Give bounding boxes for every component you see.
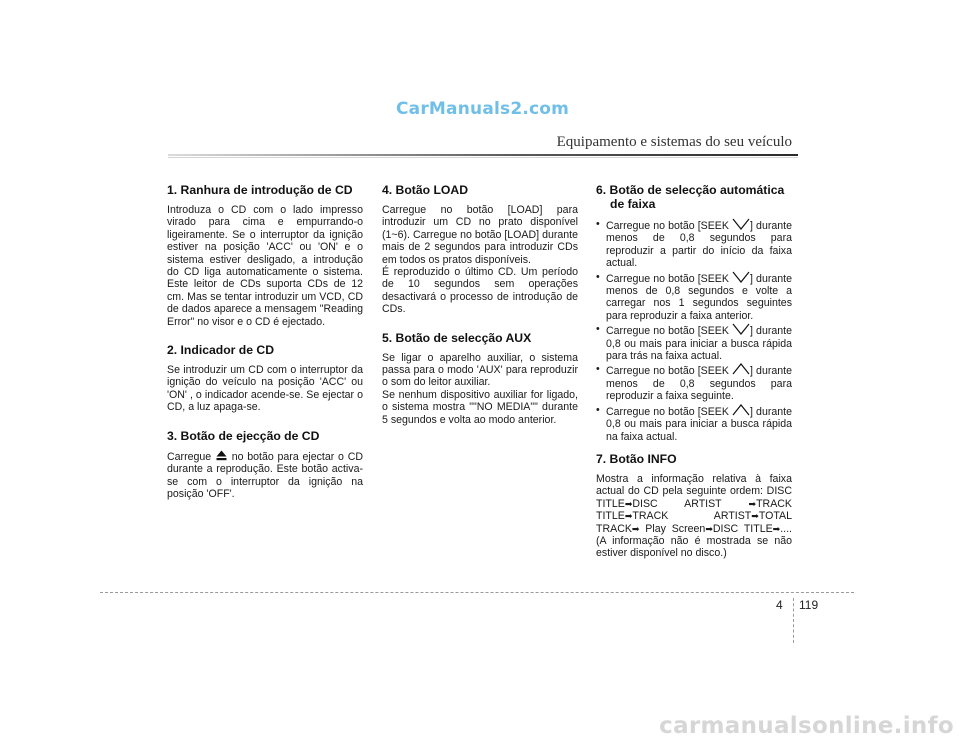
seek-prefix: Carregue no botão [SEEK (606, 272, 729, 285)
seek-down-icon (732, 271, 750, 283)
header-rule-secondary (168, 157, 798, 158)
page-number: 119 (799, 598, 819, 612)
seek-bullet-item (596, 218, 792, 270)
seek-prefix: Carregue no botão [SEEK (606, 220, 729, 232)
info-text-end: ....(A informação não é mostrada se não estiver disponível no disco.) (596, 522, 792, 560)
heading-load-button: 4. Botão LOAD (382, 183, 468, 197)
arrow-icon: ➡ (624, 511, 633, 522)
paragraph-eject-button (167, 450, 363, 501)
seek-bullet-list (596, 218, 792, 443)
paragraph-cd-indicator: Se introduzir um CD com o interruptor da ignição do veículo na posição 'ACC' ou 'ON' , o indicador acende-se. Se ejectar o CD, a luz apaga-se. (167, 364, 363, 414)
watermark-logo-bottom[interactable]: carmanualsonline.info (659, 713, 954, 739)
heading-info-button: 7. Botão INFO (596, 451, 677, 466)
seek-down-icon (732, 323, 750, 335)
heading-cd-indicator: 2. Indicador de CD (167, 343, 274, 358)
column-1 (167, 183, 363, 509)
seek-up-icon (732, 363, 750, 375)
seek-bullet-text: ] durante menos de 0,8 segundos para reproduzir a partir do início da faixa actual. (606, 220, 792, 270)
heading-aux-button: 5. Botão de selecção AUX (382, 330, 532, 345)
seek-bullet-item (596, 404, 792, 443)
info-part: Play Screen (645, 522, 706, 535)
seek-prefix: Carregue no botão [SEEK (606, 325, 729, 338)
seek-bullet-item (596, 363, 792, 402)
arrow-icon: ➡ (751, 511, 759, 522)
arrow-icon: ➡ (772, 523, 781, 534)
arrow-icon: ➡ (631, 523, 640, 534)
paragraph-load-2: É reproduzido o último CD. Um período de 10 segundos sem operações desactivará o processo de introdução de CDs. (382, 266, 578, 316)
seek-bullet-text: ] durante 0,8 ou mais para iniciar a busca rápida para trás na faixa actual. (606, 325, 792, 363)
info-part: TOTAL TRACK (596, 510, 792, 535)
seek-down-icon (732, 218, 750, 230)
arrow-icon: ➡ (624, 498, 633, 509)
info-part: TRACK TITLE (596, 497, 792, 523)
footer-vertical-rule (793, 598, 794, 643)
info-text-start: Mostra a informação relativa à faixa actual do CD pela seguinte ordem: DISC TITLE (596, 472, 792, 510)
info-part: TRACK ARTIST (632, 510, 752, 523)
seek-bullet-text: ] durante menos de 0,8 segundos para reproduzir a faixa seguinte. (606, 365, 792, 403)
chapter-number: 4 (776, 598, 783, 612)
eject-text-before: Carregue (167, 450, 212, 463)
arrow-icon: ➡ (705, 523, 713, 534)
column-3 (596, 183, 792, 569)
heading-cd-slot: 1. Ranhura de introdução de CD (167, 183, 353, 197)
info-part: DISC ARTIST (632, 497, 722, 510)
seek-up-icon (732, 404, 750, 416)
seek-bullet-item (596, 323, 792, 362)
section-header: Equipamento e sistemas do seu veículo (556, 134, 792, 150)
seek-prefix: Carregue no botão [SEEK (606, 405, 729, 418)
info-part: DISC TITLE (712, 522, 773, 535)
eject-icon (216, 450, 227, 461)
seek-prefix: Carregue no botão [SEEK (606, 365, 729, 378)
paragraph-aux-1: Se ligar o aparelho auxiliar, o sistema passa para o modo 'AUX' para reproduzir o som do leitor auxiliar. (382, 351, 578, 389)
paragraph-info (596, 473, 792, 560)
paragraph-cd-slot: Introduza o CD com o lado impresso virado para cima e empurrando-o ligeiramente. Se o interruptor da ignição estiver na posição 'ACC' ou 'ON' e o sistema estiver desligado, a introdução do CD liga automaticamente o sistema. Este leitor de CDs suporta CDs de 12 cm. Mas se tentar introduzir um VCD, CD de dados aparece a mensagem "Reading Error" no visor e o CD é ejectado. (167, 204, 363, 328)
footer-dashed-rule (100, 592, 854, 593)
arrow-icon: ➡ (748, 498, 757, 509)
paragraph-aux-2: Se nenhum dispositivo auxiliar for ligado, o sistema mostra ""NO MEDIA"" durante 5 segundos e volta ao modo anterior. (382, 388, 578, 426)
heading-seek-button: 6. Botão de selecção automática de faixa (596, 183, 785, 211)
seek-bullet-item (596, 271, 792, 323)
seek-bullet-text: ] durante menos de 0,8 segundos e volte a carregar nos 1 segundos seguintes para reproduzir a faixa anterior. (606, 272, 792, 322)
paragraph-load-1: Carregue no botão [LOAD] para introduzir um CD no prato disponível (1~6). Carregue no botão [LOAD] durante mais de 2 segundos para introduzir CDs em todos os pratos disponíveis. (382, 204, 578, 266)
column-2 (382, 183, 578, 435)
heading-eject-button: 3. Botão de ejecção de CD (167, 428, 320, 443)
header-rule (168, 154, 798, 156)
eject-text-after: no botão para ejectar o CD durante a reprodução. Este botão activa-se com o interruptor da ignição na posição 'OFF'. (167, 450, 363, 500)
watermark-logo-top[interactable]: CarManuals2.com (396, 99, 570, 119)
seek-bullet-text: ] durante 0,8 ou mais para iniciar a busca rápida na faixa actual. (606, 405, 792, 443)
